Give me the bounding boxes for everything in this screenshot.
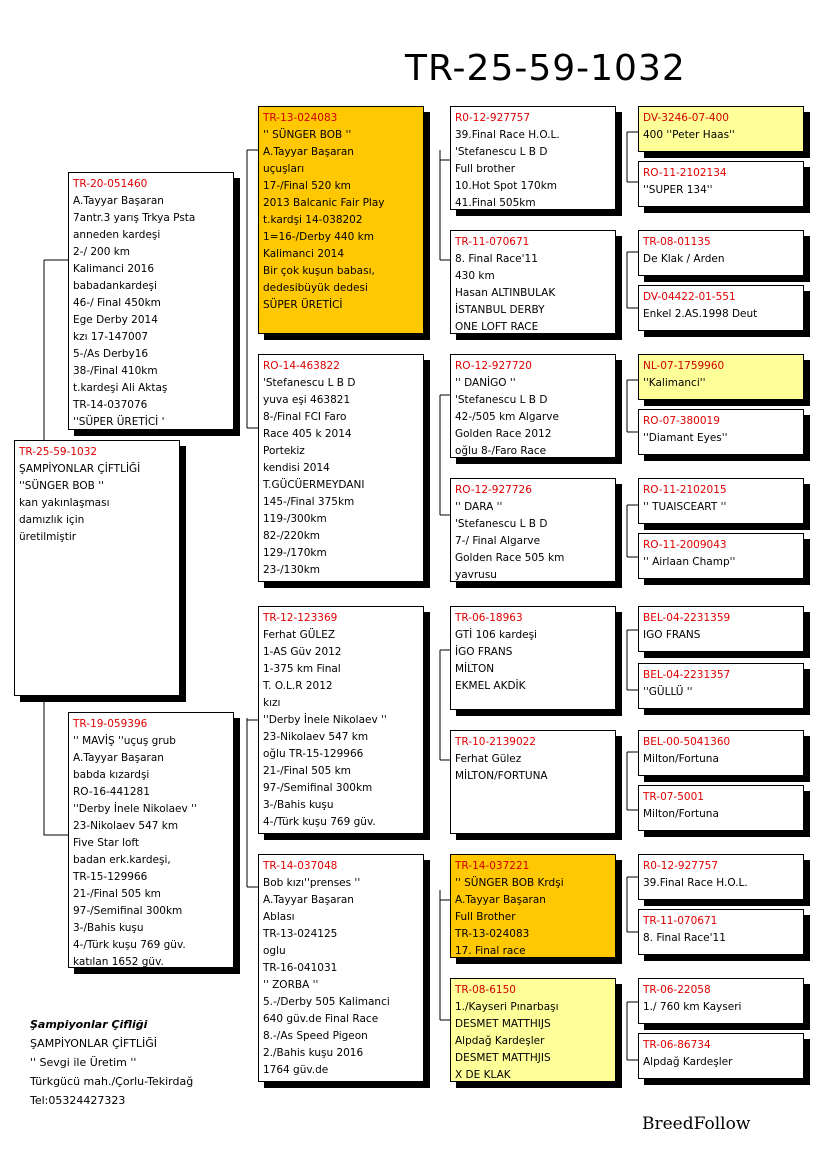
great-grandparent-box[interactable]: TR-11-070671 8. Final Race'11: [638, 909, 804, 955]
sire-dam-box[interactable]: RO-14-463822 'Stefanescu L B D yuva eşi 463821 8-/Final FCI Faro Race 405 k 2014 Portekiz kendisi 2014 T.GÜCÜERMEYDANI 145-/Final 375km 119-/300km 82-/220km 129-/170km 23-/130km: [258, 354, 424, 582]
ring-number: TR-06-18963: [455, 612, 523, 624]
ddd-box[interactable]: TR-08-6150 1./Kayseri Pınarbaşı DESMET MATTHIJS Alpdağ Kardeşler DESMET MATTHJIS X DE KLAK: [450, 978, 616, 1082]
great-grandparent-box[interactable]: BEL-00-5041360 Milton/Fortuna: [638, 730, 804, 776]
ring-number: TR-25-59-1032: [19, 446, 98, 458]
dds-box[interactable]: TR-14-037221 '' SÜNGER BOB Krdşi A.Tayyar Başaran Full Brother TR-13-024083 17. Final race: [450, 854, 616, 958]
breeder-name: Şampiyonlar Çifliği: [30, 1018, 148, 1031]
dam-dam-box[interactable]: TR-14-037048 Bob kızı''prenses '' A.Tayyar Başaran Ablası TR-13-024125 oglu TR-16-041031 '' ZORBA '' 5.-/Derby 505 Kalimanci 640 güv.de Final Race 8.-/As Speed Pigeon 2./Bahis kuşu 2016 1764 güv.de: [258, 854, 424, 1082]
great-grandparent-box[interactable]: NL-07-1759960 ''Kalimanci'': [638, 354, 804, 400]
great-grandparent-box[interactable]: TR-07-5001 Milton/Fortuna: [638, 785, 804, 831]
great-grandparent-box[interactable]: DV-04422-01-551 Enkel 2.AS.1998 Deut: [638, 285, 804, 331]
breeder-info: Şampiyonlar Çifliği ŞAMPİYONLAR ÇİFTLİĞİ '' Sevgi ile Üretim '' Türkgücü mah./Çorlu-Tekirdağ Tel:05324427323: [30, 1015, 193, 1110]
brand-logo-text: BreedFollow: [642, 1114, 751, 1134]
ssd-box[interactable]: TR-11-070671 8. Final Race'11 430 km Hasan ALTINBULAK İSTANBUL DERBY ONE LOFT RACE: [450, 230, 616, 334]
dss-box[interactable]: TR-06-18963 GTİ 106 kardeşi İGO FRANS MİLTON EKMEL AKDİK: [450, 606, 616, 710]
great-grandparent-box[interactable]: TR-08-01135 De Klak / Arden: [638, 230, 804, 276]
great-grandparent-box[interactable]: TR-06-22058 1./ 760 km Kayseri: [638, 978, 804, 1024]
great-grandparent-box[interactable]: TR-06-86734 Alpdağ Kardeşler: [638, 1033, 804, 1079]
pedigree-title: TR-25-59-1032: [405, 48, 686, 89]
ring-number: TR-11-070671: [455, 236, 530, 248]
ring-number: TR-12-123369: [263, 612, 338, 624]
great-grandparent-box[interactable]: BEL-04-2231359 IGO FRANS: [638, 606, 804, 652]
ring-number: TR-20-051460: [73, 178, 148, 190]
ring-number: RO-12-927720: [455, 360, 532, 372]
ring-number: TR-10-2139022: [455, 736, 536, 748]
great-grandparent-box[interactable]: R0-12-927757 39.Final Race H.O.L.: [638, 854, 804, 900]
sire-sire-box[interactable]: TR-13-024083 '' SÜNGER BOB '' A.Tayyar Başaran uçuşları 17-/Final 520 km 2013 Balcanic Fair Play t.kardşi 14-038202 1=16-/Derby 440 km Kalimanci 2014 Bir çok kuşun babası, dedesibüyük dedesi SÜPER ÜRETİCİ: [258, 106, 424, 334]
sss-box[interactable]: R0-12-927757 39.Final Race H.O.L. 'Stefanescu L B D Full brother 10.Hot Spot 170km 41.Final 505km: [450, 106, 616, 210]
great-grandparent-box[interactable]: BEL-04-2231357 ''GÜLLÜ '': [638, 663, 804, 709]
ring-number: TR-14-037221: [455, 860, 530, 872]
sire-box[interactable]: TR-20-051460 A.Tayyar Başaran 7antr.3 yarış Trkya Psta anneden kardeşi 2-/ 200 km Kalimanci 2016 babadankardeşi 46-/ Final 450km Ege Derby 2014 kzı 17-147007 5-/As Derby16 38-/Final 410km t.kardeşi Ali Aktaş TR-14-037076 ''SÜPER ÜRETİCİ ': [68, 172, 234, 430]
dsd-box[interactable]: TR-10-2139022 Ferhat Gülez MİLTON/FORTUNA: [450, 730, 616, 834]
ring-number: R0-12-927757: [455, 112, 530, 124]
ring-number: TR-08-6150: [455, 984, 516, 996]
dam-box[interactable]: TR-19-059396 '' MAVİŞ ''uçuş grub A.Tayyar Başaran babda kızardşi RO-16-441281 ''Derby İnele Nikolaev '' 23-Nikolaev 547 km Five Star loft badan erk.kardeşi, TR-15-129966 21-/Final 505 km 97-/Semifinal 300km 3-/Bahis kuşu 4-/Türk kuşu 769 güv. katılan 1652 güv.: [68, 712, 234, 968]
great-grandparent-box[interactable]: RO-07-380019 ''Diamant Eyes'': [638, 409, 804, 455]
great-grandparent-box[interactable]: DV-3246-07-400 400 ''Peter Haas'': [638, 106, 804, 152]
ring-number: TR-13-024083: [263, 112, 338, 124]
ring-number: TR-14-037048: [263, 860, 338, 872]
breeder-phone: Tel:05324427323: [30, 1094, 126, 1107]
great-grandparent-box[interactable]: RO-11-2009043 '' Airlaan Champ'': [638, 533, 804, 579]
ring-number: RO-12-927726: [455, 484, 532, 496]
ring-number: RO-14-463822: [263, 360, 340, 372]
ring-number: TR-19-059396: [73, 718, 148, 730]
sdd-box[interactable]: RO-12-927726 '' DARA '' 'Stefanescu L B D 7-/ Final Algarve Golden Race 505 km yavrusu: [450, 478, 616, 582]
subject-box[interactable]: TR-25-59-1032 ŞAMPİYONLAR ÇİFTLİĞİ ''SÜNGER BOB '' kan yakınlaşması damızlık için üretilmiştir: [14, 440, 180, 696]
great-grandparent-box[interactable]: RO-11-2102015 '' TUAISCEART '': [638, 478, 804, 524]
dam-sire-box[interactable]: TR-12-123369 Ferhat GÜLEZ 1-AS Güv 2012 1-375 km Final T. O.L.R 2012 kızı ''Derby İnele Nikolaev '' 23-Nikolaev 547 km oğlu TR-15-129966 21-/Final 505 km 97-/Semifinal 300km 3-/Bahis kuşu 4-/Türk kuşu 769 güv.: [258, 606, 424, 834]
sds-box[interactable]: RO-12-927720 '' DANİGO '' 'Stefanescu L B D 42-/505 km Algarve Golden Race 2012 oğlu 8-/Faro Race: [450, 354, 616, 458]
great-grandparent-box[interactable]: RO-11-2102134 ''SUPER 134'': [638, 161, 804, 207]
